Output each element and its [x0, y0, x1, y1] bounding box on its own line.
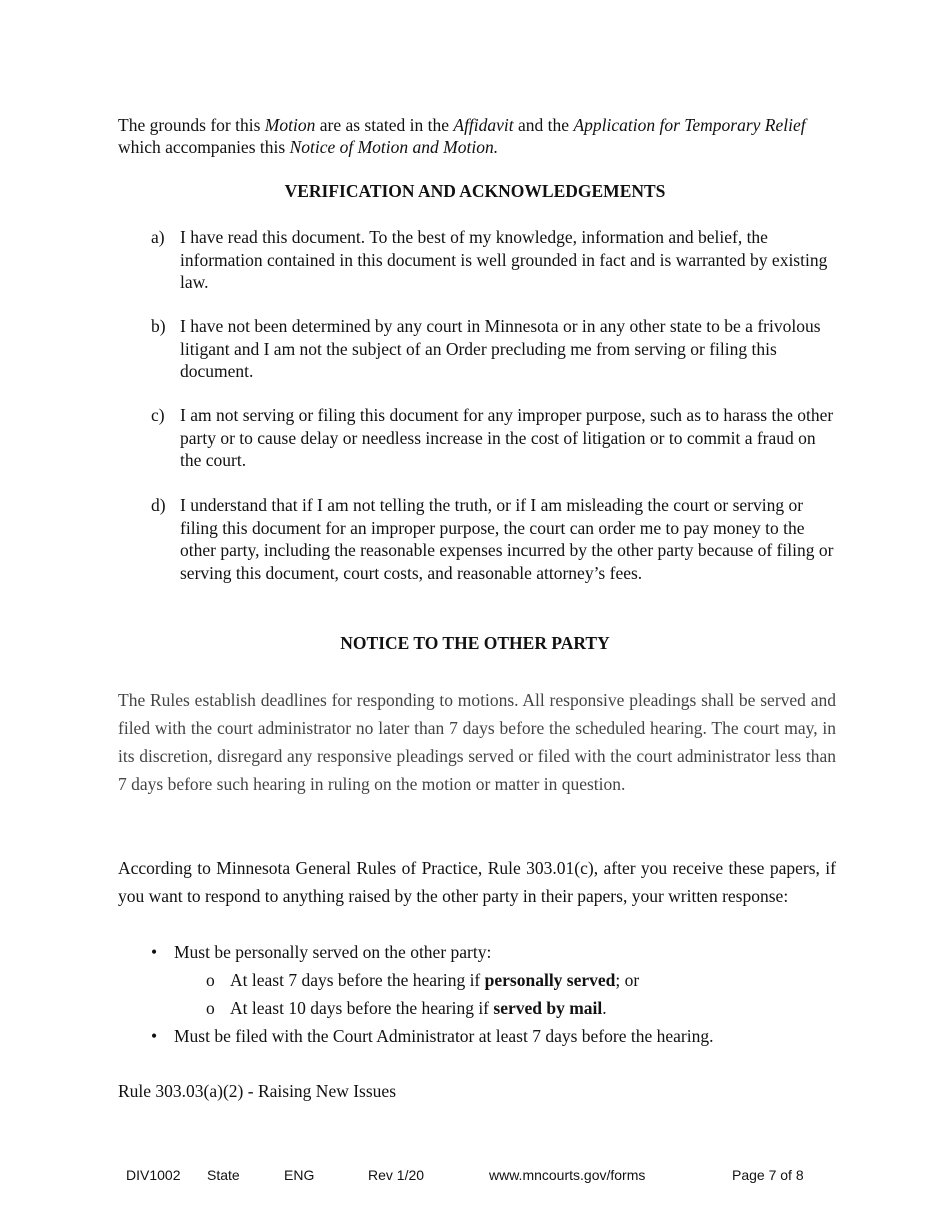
rule-line: Rule 303.03(a)(2) - Raising New Issues [118, 1081, 397, 1101]
sub-text: At least 7 days before the hearing if [230, 970, 485, 990]
list-item-filed [151, 1025, 713, 1047]
item-label: a) [151, 227, 165, 247]
footer-jurisdiction: State [207, 1167, 240, 1183]
bullet-text: Must be filed with the Court Administrator at least 7 days before the hearing. [174, 1026, 714, 1046]
footer-language: ENG [284, 1167, 315, 1183]
grounds-paragraph [118, 114, 836, 158]
footer-revision: Rev 1/20 [368, 1167, 425, 1183]
sub-list-item-personal [206, 969, 639, 991]
item-label: c) [151, 405, 165, 425]
notice-heading: NOTICE TO THE OTHER PARTY [340, 633, 610, 653]
item-text: I am not serving or filing this document for any improper purpose, such as to harass the other party or to cause delay or needless increase in the cost of litigation or to commit a fraud on the court. [180, 405, 834, 470]
grounds-italic-affidavit: Affidavit [453, 115, 514, 135]
circle-bullet-icon: o [206, 970, 215, 990]
according-paragraph: According to Minnesota General Rules of Practice, Rule 303.01(c), after you receive these papers, if you want to respond to anything raised by the other party in their papers, your written response: [118, 858, 836, 906]
verification-item-c [151, 404, 841, 472]
grounds-text-2: are as stated in the [315, 115, 454, 135]
footer-url[interactable]: www.mncourts.gov/forms [489, 1167, 646, 1183]
sub-text-bold: served by mail [493, 998, 603, 1018]
item-text: I understand that if I am not telling the truth, or if I am misleading the court or serving or filing this document for an improper purpose, the court can order me to pay money to the other party, including the reasonable expenses incurred by the other party because of filing or serving this document, court costs, and reasonable attorney’s fees. [180, 495, 834, 583]
sub-text-suffix: . [602, 998, 607, 1018]
grounds-text-3: and the [513, 115, 574, 135]
circle-bullet-icon: o [206, 998, 215, 1018]
grounds-italic-notice: Notice of Motion and Motion. [289, 137, 499, 157]
rules-paragraph: The Rules establish deadlines for responding to motions. All responsive pleadings shall be served and filed with the court administrator no later than 7 days before the scheduled hearing. The court may, in its discretion, disregard any responsive pleadings served or filed with the court administrator less than 7 days before such hearing in ruling on the motion or matter in question. [118, 690, 836, 794]
grounds-italic-application: Application for Temporary Relief [573, 115, 806, 135]
verification-item-a [151, 226, 841, 294]
bullet-text: Must be personally served on the other party: [174, 942, 492, 962]
sub-list-item-mail [206, 997, 607, 1019]
item-text: I have not been determined by any court in Minnesota or in any other state to be a frivolous litigant and I am not the subject of an Order precluding me from serving or filing this document. [180, 316, 821, 381]
grounds-text-1: The grounds for this [118, 115, 265, 135]
verification-heading: VERIFICATION AND ACKNOWLEDGEMENTS [284, 181, 666, 201]
footer-form-id: DIV1002 [126, 1167, 181, 1183]
verification-item-d [151, 494, 841, 584]
sub-text-bold: personally served [484, 970, 616, 990]
item-text: I have read this document. To the best of my knowledge, information and belief, the information contained in this document is well grounded in fact and is warranted by existing law. [180, 227, 828, 292]
footer-page-number: Page 7 of 8 [732, 1167, 804, 1183]
sub-text: At least 10 days before the hearing if [230, 998, 494, 1018]
item-label: d) [151, 495, 166, 515]
sub-text-suffix: ; or [615, 970, 640, 990]
bullet-icon: • [151, 1026, 158, 1046]
grounds-text-4: which accompanies this [118, 137, 290, 157]
verification-item-b [151, 315, 841, 383]
list-item-personally-served [151, 941, 491, 963]
item-label: b) [151, 316, 166, 336]
bullet-icon: • [151, 942, 158, 962]
grounds-italic-motion: Motion [264, 115, 316, 135]
